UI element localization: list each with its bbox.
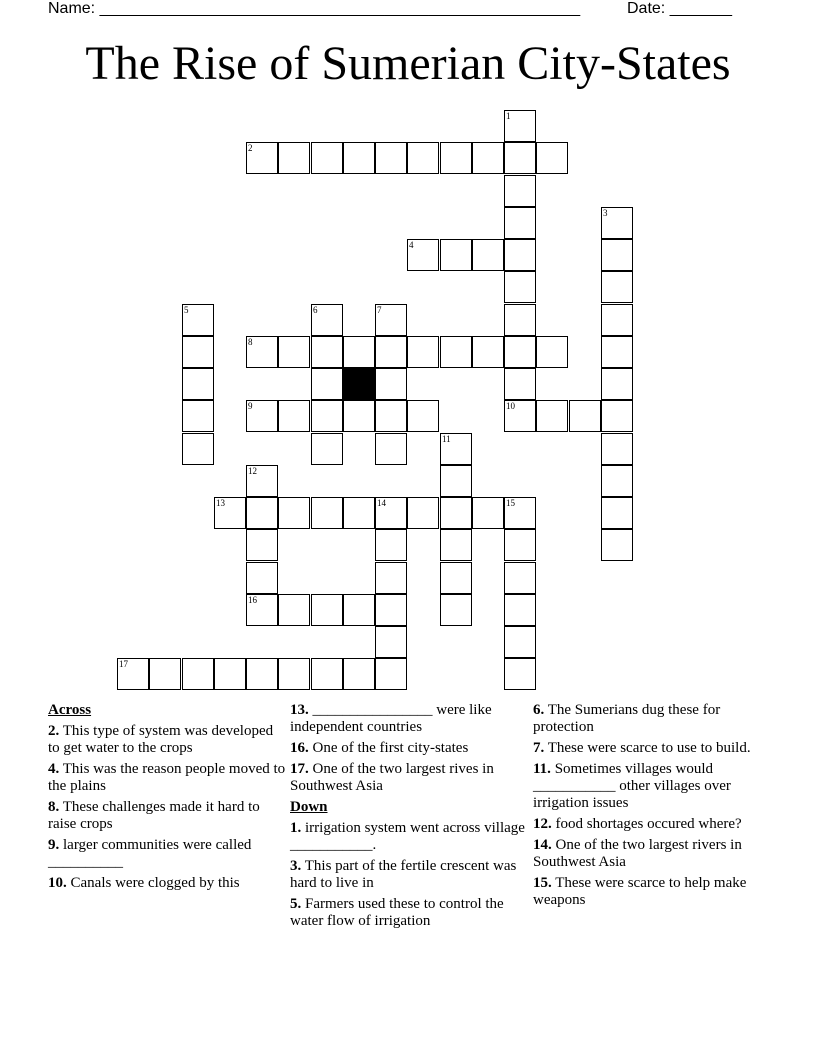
clue-number-label: 11 [442,434,451,444]
crossword-cell[interactable] [440,562,472,594]
clue-text: One of the first city-states [312,740,469,756]
crossword-cell[interactable] [440,239,472,271]
crossword-cell[interactable] [246,336,278,368]
crossword-cell[interactable] [440,497,472,529]
crossword-cell[interactable] [375,336,407,368]
crossword-cell[interactable] [601,529,633,561]
clue-number-label: 15 [506,498,515,508]
crossword-cell[interactable] [504,368,536,400]
clue-number: 11. [533,761,551,777]
clue-number-label: 7 [377,305,382,315]
clue-number-label: 3 [603,208,608,218]
crossword-cell[interactable] [246,529,278,561]
clue-down-1 [290,820,530,854]
crossword-cell[interactable] [601,497,633,529]
crossword-cell[interactable] [601,239,633,271]
clue-number: 17. [290,761,309,777]
crossword-cell[interactable] [182,368,214,400]
crossword-cell[interactable] [343,497,375,529]
crossword-cell[interactable] [278,142,310,174]
clue-across-2 [48,723,288,757]
crossword-cell[interactable] [504,110,536,142]
crossword-cell[interactable] [182,304,214,336]
clue-number-label: 12 [248,466,257,476]
crossword-cell[interactable] [246,562,278,594]
clue-across-16 [290,740,530,757]
clue-down-5 [290,896,530,930]
crossword-cell[interactable] [182,400,214,432]
crossword-cell[interactable] [504,207,536,239]
crossword-cell[interactable] [311,336,343,368]
crossword-cell[interactable] [504,142,536,174]
clue-across-8 [48,799,288,833]
crossword-cell[interactable] [311,433,343,465]
crossword-cell[interactable] [375,529,407,561]
clues-column-2 [290,702,530,934]
clue-text: One of the two largest rives in Southwest Asia [290,761,494,794]
clue-text: food shortages occured where? [555,816,742,832]
crossword-cell[interactable] [601,465,633,497]
crossword-cell[interactable] [375,368,407,400]
crossword-cell[interactable] [311,658,343,690]
crossword-cell[interactable] [117,658,149,690]
crossword-cell[interactable] [504,626,536,658]
crossword-cell[interactable] [440,336,472,368]
clue-across-13 [290,702,530,736]
clue-number-label: 9 [248,401,253,411]
crossword-cell[interactable] [440,142,472,174]
crossword-cell[interactable] [504,594,536,626]
crossword-cell[interactable] [440,529,472,561]
crossword-cell[interactable] [246,400,278,432]
clue-text: Farmers used these to control the water flow of irrigation [290,896,504,929]
clue-down-11 [533,761,773,812]
crossword-cell[interactable] [472,336,504,368]
clue-number-label: 10 [506,401,515,411]
crossword-cell[interactable] [536,336,568,368]
crossword-cell[interactable] [214,497,246,529]
clue-text: These challenges made it hard to raise crops [48,799,260,832]
clue-number: 13. [290,702,309,718]
crossword-cell[interactable] [343,658,375,690]
crossword-cell[interactable] [278,658,310,690]
clue-number-label: 1 [506,111,511,121]
clue-number-label: 13 [216,498,225,508]
clue-number-label: 14 [377,498,386,508]
clue-number-label: 2 [248,143,253,153]
clue-down-3 [290,858,530,892]
crossword-cell[interactable] [601,368,633,400]
crossword-cell[interactable] [182,658,214,690]
clues-column-3 [533,702,773,913]
crossword-cell[interactable] [504,562,536,594]
clue-number: 14. [533,837,552,853]
crossword-cell[interactable] [311,304,343,336]
crossword-cell[interactable] [375,594,407,626]
crossword-cell[interactable] [311,594,343,626]
crossword-cell[interactable] [504,529,536,561]
crossword-cell[interactable] [569,400,601,432]
clue-across-4 [48,761,288,795]
crossword-cell[interactable] [440,433,472,465]
crossword-cell[interactable] [407,400,439,432]
clue-down-12 [533,816,773,833]
crossword-cell[interactable] [407,142,439,174]
crossword-cell[interactable] [246,497,278,529]
crossword-cell[interactable] [375,562,407,594]
clue-down-7 [533,740,773,757]
clue-text: This type of system was developed to get water to the crops [48,723,274,756]
clues-column-1 [48,702,288,896]
clue-number: 4. [48,761,60,777]
crossword-cell[interactable] [536,400,568,432]
crossword-cell[interactable] [278,594,310,626]
page-title: The Rise of Sumerian City-States [85,37,731,90]
clue-number: 3. [290,858,302,874]
crossword-cell[interactable] [246,594,278,626]
clue-text: These were scarce to help make weapons [533,875,747,908]
crossword-cell[interactable] [504,175,536,207]
clue-number: 9. [48,837,60,853]
down-heading: Down [290,799,328,815]
clue-text: These were scarce to use to build. [547,740,751,756]
clue-number-label: 16 [248,595,257,605]
crossword-cell[interactable] [278,497,310,529]
crossword-cell[interactable] [504,658,536,690]
crossword-cell[interactable] [601,336,633,368]
crossword-cell[interactable] [601,400,633,432]
clue-number-label: 17 [119,659,128,669]
crossword-cell[interactable] [375,626,407,658]
clue-text: irrigation system went across village ___________. [290,820,525,853]
crossword-cell[interactable] [343,336,375,368]
across-heading: Across [48,702,92,718]
crossword-cell[interactable] [407,497,439,529]
crossword-cell[interactable] [182,433,214,465]
clue-text: Sometimes villages would ___________ other villages over irrigation issues [533,761,731,811]
clue-number: 10. [48,875,67,891]
clue-down-14 [533,837,773,871]
crossword-cell[interactable] [472,497,504,529]
clue-number: 2. [48,723,60,739]
crossword-cell[interactable] [246,142,278,174]
crossword-cell[interactable] [375,497,407,529]
crossword-cell[interactable] [504,336,536,368]
clue-across-10 [48,875,288,892]
crossword-cell[interactable] [375,304,407,336]
clue-down-6 [533,702,773,736]
crossword-cell[interactable] [214,658,246,690]
clue-text: larger communities were called __________ [48,837,252,870]
clue-text: Canals were clogged by this [70,875,240,891]
blocked-cell [343,368,375,400]
clue-text: The Sumerians dug these for protection [533,702,721,735]
crossword-cell[interactable] [601,207,633,239]
crossword-cell[interactable] [246,658,278,690]
crossword-cell[interactable] [375,400,407,432]
crossword-cell[interactable] [311,368,343,400]
crossword-cell[interactable] [504,271,536,303]
clue-across-17 [290,761,530,795]
crossword-cell[interactable] [311,497,343,529]
clue-number: 16. [290,740,309,756]
crossword-cell[interactable] [504,400,536,432]
crossword-cell[interactable] [278,400,310,432]
clue-text: ________________ were like independent countries [290,702,492,735]
clue-across-9 [48,837,288,871]
crossword-cell[interactable] [601,304,633,336]
clue-number-label: 5 [184,305,189,315]
crossword-cell[interactable] [601,271,633,303]
crossword-cell[interactable] [182,336,214,368]
date-field[interactable]: Date: _______ [627,0,732,17]
crossword-cell[interactable] [601,433,633,465]
name-field[interactable]: Name: ______________________________________________________ [48,0,581,17]
clue-text: This was the reason people moved to the plains [48,761,286,794]
crossword-cell[interactable] [440,594,472,626]
clue-text: One of the two largest rivers in Southwest Asia [533,837,742,870]
crossword-cell[interactable] [504,497,536,529]
clue-number: 7. [533,740,545,756]
clue-number-label: 6 [313,305,318,315]
crossword-cell[interactable] [472,142,504,174]
crossword-cell[interactable] [375,142,407,174]
crossword-cell[interactable] [407,239,439,271]
clue-number-label: 8 [248,337,253,347]
crossword-cell[interactable] [375,433,407,465]
clue-text: This part of the fertile crescent was hard to live in [290,858,517,891]
clue-number: 15. [533,875,552,891]
clue-number: 1. [290,820,302,836]
crossword-cell[interactable] [343,400,375,432]
crossword-cell[interactable] [375,658,407,690]
clue-number: 8. [48,799,60,815]
crossword-cell[interactable] [504,239,536,271]
clue-down-15 [533,875,773,909]
crossword-cell[interactable] [407,336,439,368]
crossword-cell[interactable] [278,336,310,368]
crossword-cell[interactable] [311,400,343,432]
crossword-cell[interactable] [246,465,278,497]
clue-number: 5. [290,896,302,912]
clue-number-label: 4 [409,240,414,250]
crossword-cell[interactable] [440,465,472,497]
crossword-cell[interactable] [536,142,568,174]
crossword-cell[interactable] [343,594,375,626]
clue-number: 6. [533,702,545,718]
crossword-cell[interactable] [149,658,181,690]
crossword-cell[interactable] [343,142,375,174]
clue-number: 12. [533,816,552,832]
crossword-cell[interactable] [504,304,536,336]
crossword-cell[interactable] [472,239,504,271]
crossword-cell[interactable] [311,142,343,174]
